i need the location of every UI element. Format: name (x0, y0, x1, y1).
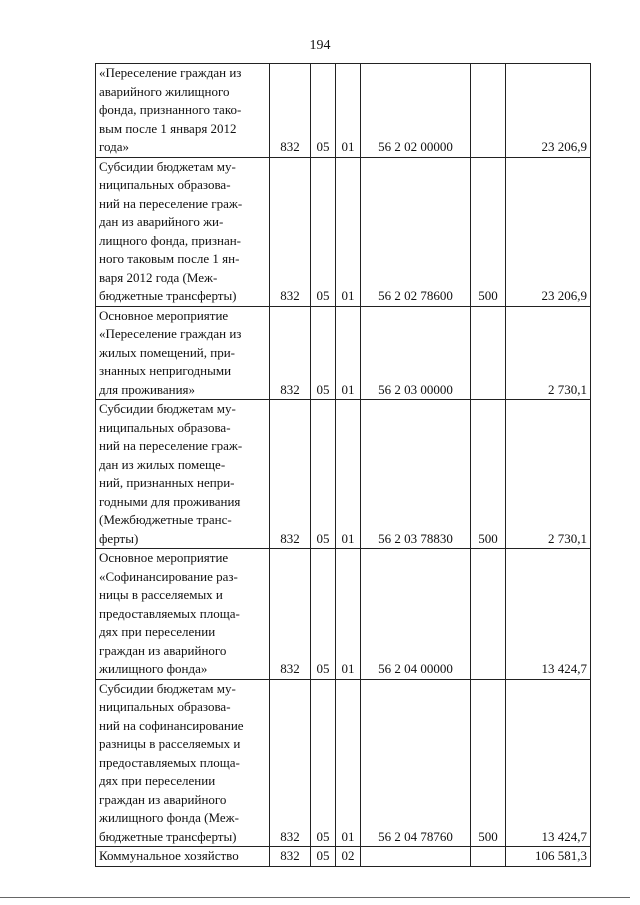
item-name-line: ниципальных образова- (99, 699, 231, 714)
item-name-line: ний на переселение граж- (99, 195, 243, 211)
item-name-line: вым после 1 января 2012 (99, 120, 237, 136)
item-name-line: «Софинансирование раз- (99, 568, 238, 584)
item-name-line: дях при переселении (99, 773, 216, 788)
amount-cell: 13 424,7 (506, 549, 591, 680)
subsection-code-cell: 01 (336, 157, 361, 306)
table-row (96, 157, 591, 306)
item-name-cell (96, 400, 270, 549)
item-name-line: жилищного фонда (Меж- (99, 810, 239, 825)
subsection-code-cell: 02 (336, 847, 361, 867)
ved-code-cell: 832 (270, 549, 311, 680)
amount-cell: 2 730,1 (506, 400, 591, 549)
expense-type-cell: 500 (471, 157, 506, 306)
item-name-line: жилых помещений, при- (99, 344, 236, 360)
item-name-line: ний на переселение граж- (99, 438, 243, 453)
table-row (96, 549, 591, 680)
section-code-cell: 05 (311, 549, 336, 680)
amount-cell: 106 581,3 (506, 847, 591, 867)
item-name-cell (96, 306, 270, 400)
item-name-line: аварийного жилищного (99, 83, 230, 99)
item-name-line: Основное мероприятие (99, 550, 229, 565)
item-name-line: лищного фонда, признан- (99, 232, 241, 248)
section-code-cell: 05 (311, 400, 336, 549)
ved-code-cell: 832 (270, 64, 311, 158)
item-name-line: жилищного фонда» (99, 661, 208, 676)
item-name-line: ниципальных образова- (99, 419, 231, 435)
item-name-line: (Межбюджетные транс- (99, 512, 232, 527)
item-name-cell (96, 847, 270, 867)
table-row (96, 400, 591, 549)
section-code-cell: 05 (311, 679, 336, 847)
target-article-cell: 56 2 02 00000 (361, 64, 471, 158)
item-name-line: дях при переселении (99, 624, 216, 639)
budget-table-body (96, 64, 591, 867)
item-name-line: бюджетные трансферты) (99, 288, 237, 303)
item-name-line: предоставляемых площа- (99, 754, 240, 770)
item-name-cell (96, 549, 270, 680)
item-name-line: Субсидии бюджетам му- (99, 158, 236, 174)
amount-cell: 23 206,9 (506, 157, 591, 306)
ved-code-cell: 832 (270, 306, 311, 400)
item-name-line: годными для проживания (99, 493, 241, 509)
item-name-line: предоставляемых площа- (99, 605, 240, 621)
subsection-code-cell: 01 (336, 400, 361, 549)
expense-type-cell (471, 64, 506, 158)
table-row (96, 679, 591, 847)
item-name-line: бюджетные трансферты) (99, 828, 237, 844)
table-row (96, 64, 591, 158)
item-name-line: «Переселение граждан из (99, 65, 242, 80)
amount-cell: 13 424,7 (506, 679, 591, 847)
item-name-line: дан из жилых помеще- (99, 456, 226, 472)
budget-table (95, 63, 591, 867)
expense-type-cell (471, 306, 506, 400)
item-name-line: ний, признанных непри- (99, 475, 235, 490)
expense-type-cell: 500 (471, 400, 506, 549)
target-article-cell: 56 2 02 78600 (361, 157, 471, 306)
item-name-line: Субсидии бюджетам му- (99, 680, 236, 696)
ved-code-cell: 832 (270, 847, 311, 867)
item-name-line: ницы в расселяемых и (99, 587, 223, 602)
amount-cell: 23 206,9 (506, 64, 591, 158)
item-name-line: ний на софинансирование (99, 717, 244, 733)
expense-type-cell (471, 549, 506, 680)
item-name-cell (96, 679, 270, 847)
item-name-line: варя 2012 года (Меж- (99, 269, 218, 285)
subsection-code-cell: 01 (336, 679, 361, 847)
ved-code-cell: 832 (270, 157, 311, 306)
item-name-line: ниципальных образова- (99, 177, 231, 192)
section-code-cell: 05 (311, 847, 336, 867)
item-name-cell (96, 157, 270, 306)
page-number: 194 (309, 38, 331, 53)
item-name-line: дан из аварийного жи- (99, 214, 224, 229)
item-name-line: Основное мероприятие (99, 307, 229, 323)
item-name-line: года» (99, 139, 130, 154)
subsection-code-cell: 01 (336, 549, 361, 680)
item-name-line: Коммунальное хозяйство (99, 848, 239, 863)
section-code-cell: 05 (311, 64, 336, 158)
target-article-cell (361, 847, 471, 867)
target-article-cell: 56 2 04 00000 (361, 549, 471, 680)
target-article-cell: 56 2 03 00000 (361, 306, 471, 400)
target-article-cell: 56 2 04 78760 (361, 679, 471, 847)
item-name-line: «Переселение граждан из (99, 326, 242, 341)
item-name-line: граждан из аварийного (99, 642, 227, 658)
item-name-line: Субсидии бюджетам му- (99, 401, 236, 416)
item-name-line: знанных непригодными (99, 363, 232, 378)
table-row (96, 306, 591, 400)
item-name-line: разницы в расселяемых и (99, 736, 241, 751)
item-name-cell (96, 64, 270, 158)
subsection-code-cell: 01 (336, 306, 361, 400)
item-name-line: для проживания» (99, 381, 196, 397)
item-name-line: граждан из аварийного (99, 791, 227, 807)
expense-type-cell: 500 (471, 679, 506, 847)
ved-code-cell: 832 (270, 679, 311, 847)
section-code-cell: 05 (311, 157, 336, 306)
expense-type-cell (471, 847, 506, 867)
table-row (96, 847, 591, 867)
item-name-line: ного таковым после 1 ян- (99, 251, 240, 266)
amount-cell: 2 730,1 (506, 306, 591, 400)
section-code-cell: 05 (311, 306, 336, 400)
item-name-line: фонда, признанного тако- (99, 102, 242, 117)
subsection-code-cell: 01 (336, 64, 361, 158)
footer-rule (0, 897, 630, 898)
item-name-line: ферты) (99, 530, 139, 546)
target-article-cell: 56 2 03 78830 (361, 400, 471, 549)
ved-code-cell: 832 (270, 400, 311, 549)
